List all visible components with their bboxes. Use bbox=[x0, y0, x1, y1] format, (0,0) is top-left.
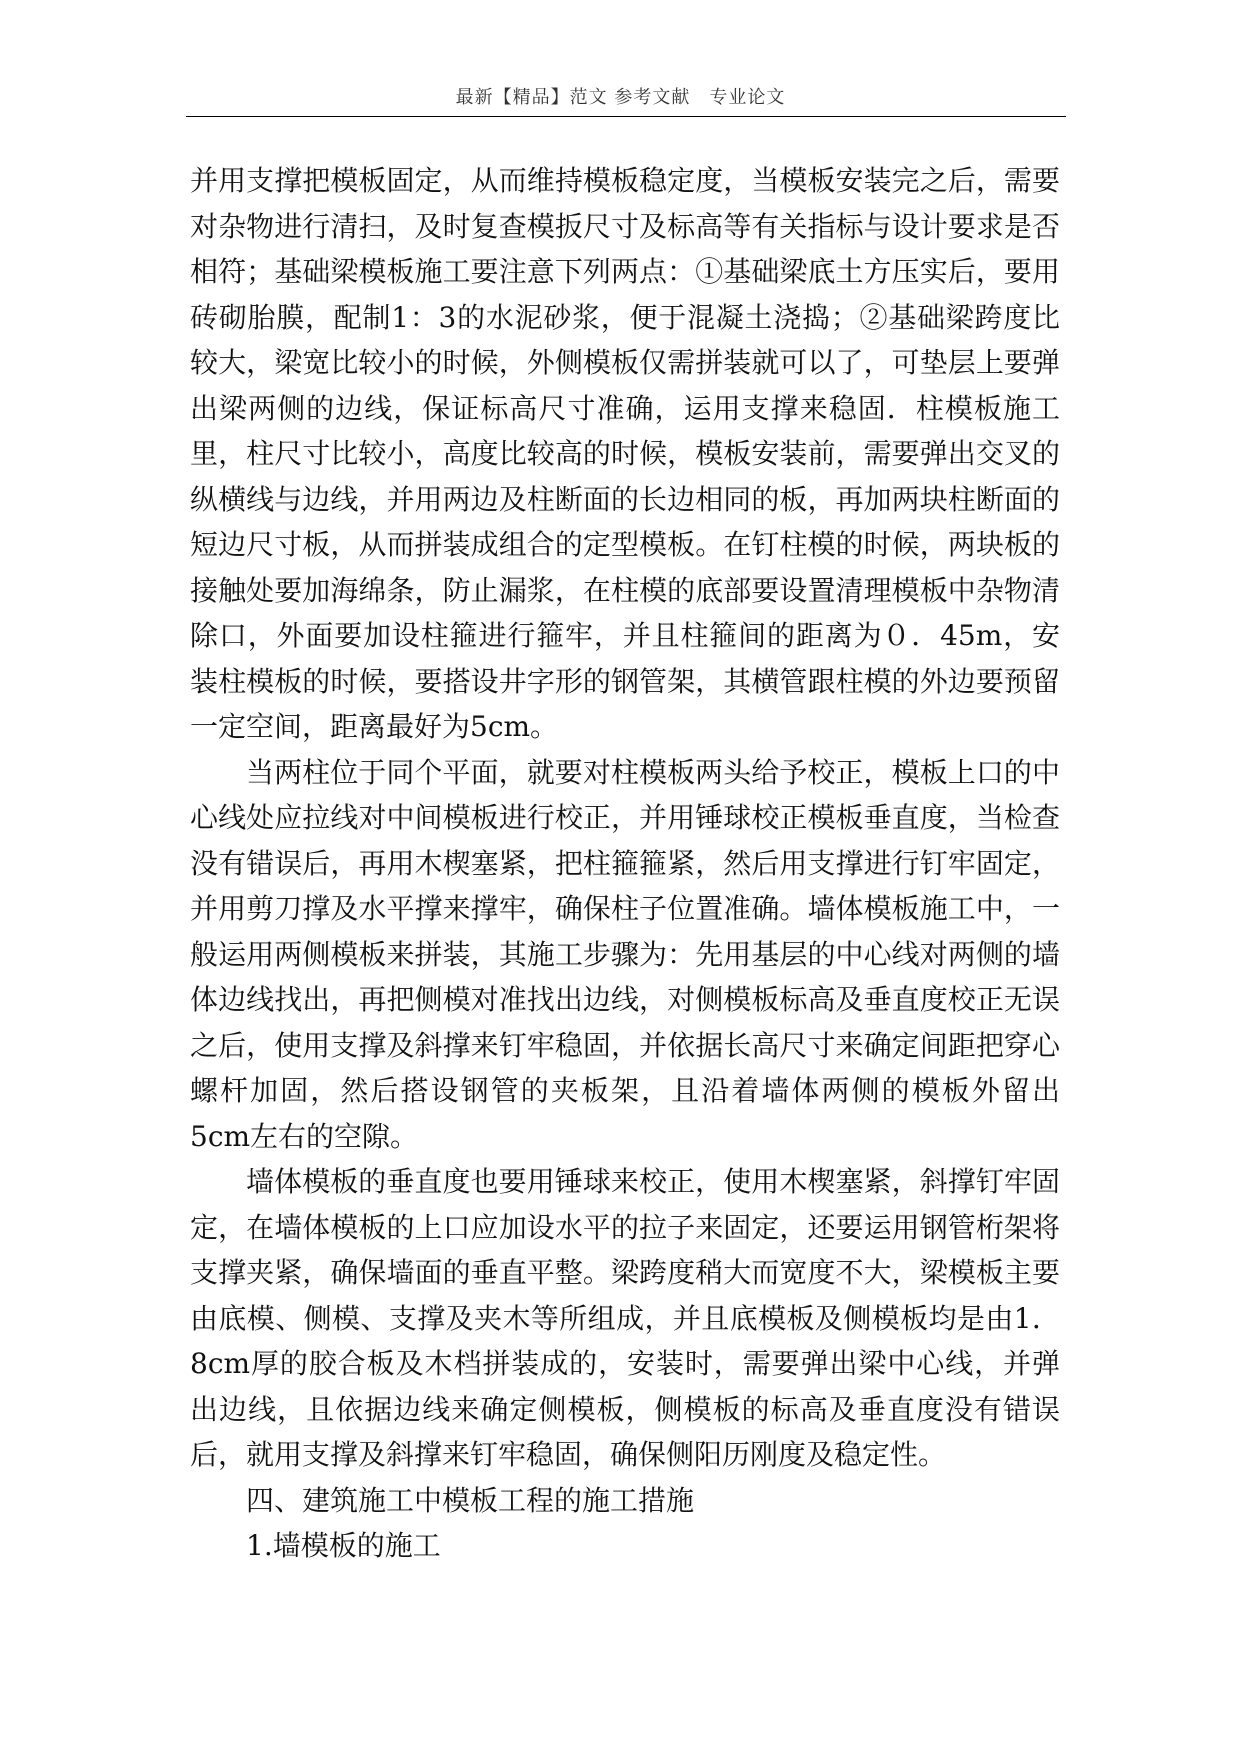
section-heading: 四、建筑施工中模板工程的施工措施 bbox=[246, 1483, 695, 1517]
paragraph-column-alignment: 当两柱位于同个平面，就要对柱模板两头给予校正，模板上口的中心线处应拉线对中间模板进行校正，并用锤球校正模板垂直度，当检查没有错误后，再用木楔塞紧，把柱箍箍紧，然后用支撑进行钉牢固定，并用剪刀撑及水平撑来撑牢，确保柱子位置准确。墙体模板施工中，一般运用两侧模板来拼装，其施工步骤为：先用基层的中心线对两侧的墙体边线找出，再把侧模对准找出边线，对侧模板标高及垂直度校正无误之后，使用支撑及斜撑来钉牢稳固，并依据长高尺寸来确定间距把穿心螺杆加固，然后搭设钢管的夹板架，且沿着墙体两侧的模板外留出5cm左右的空隙。 bbox=[190, 755, 1060, 1153]
paragraph-continued: 并用支撑把模板固定，从而维持模板稳定度，当模板安装完之后，需要对杂物进行清扫，及时复查模扳尺寸及标高等有关指标与设计要求是否相符；基础梁模板施工要注意下列两点：①基础梁底土方压实后，要用砖砌胎膜，配制1：3的水泥砂浆，便于混凝土浇捣；②基础梁跨度比较大，梁宽比较小的时候，外侧模板仅需拼装就可以了，可垫层上要弹出梁两侧的边线，保证标高尺寸准确，运用支撑来稳固．柱模板施工里，柱尺寸比较小，高度比较高的时候，模板安装前，需要弹出交叉的纵横线与边线，并用两边及柱断面的长边相同的板，再加两块柱断面的短边尺寸板，从而拼装成组合的定型模板。在钉柱模的时候，两块板的接触处要加海绵条，防止漏浆，在柱模的底部要设置清理模板中杂物清除口，外面要加设柱箍进行箍牢，并且柱箍间的距离为０．45m，安装柱模板的时候，要搭设井字形的钢管架，其横管跟柱模的外边要预留一定空间，距离最好为5cm。 bbox=[190, 164, 1060, 743]
document-body bbox=[190, 158, 1060, 1569]
header-divider bbox=[186, 116, 1066, 117]
subsection-heading: 1.墙模板的施工 bbox=[246, 1529, 441, 1562]
page-header: 最新【精品】范文 参考文献 专业论文 bbox=[455, 87, 786, 108]
paragraph-wall-beam-formwork: 墙体模板的垂直度也要用锤球来校正，使用木楔塞紧，斜撑钉牢固定，在墙体模板的上口应加设水平的拉子来固定，还要运用钢管桁架将支撑夹紧，确保墙面的垂直平整。梁跨度稍大而宽度不大，梁模板主要由底模、侧模、支撑及夹木等所组成，并且底模板及侧模板均是由1．8cm厚的胶合板及木档拼装成的，安装时，需要弹出梁中心线，并弹出边线，且依据边线来确定侧模板，侧模板的标高及垂直度没有错误后，就用支撑及斜撑来钉牢稳固，确保侧阳历刚度及稳定性。 bbox=[190, 1165, 1060, 1471]
